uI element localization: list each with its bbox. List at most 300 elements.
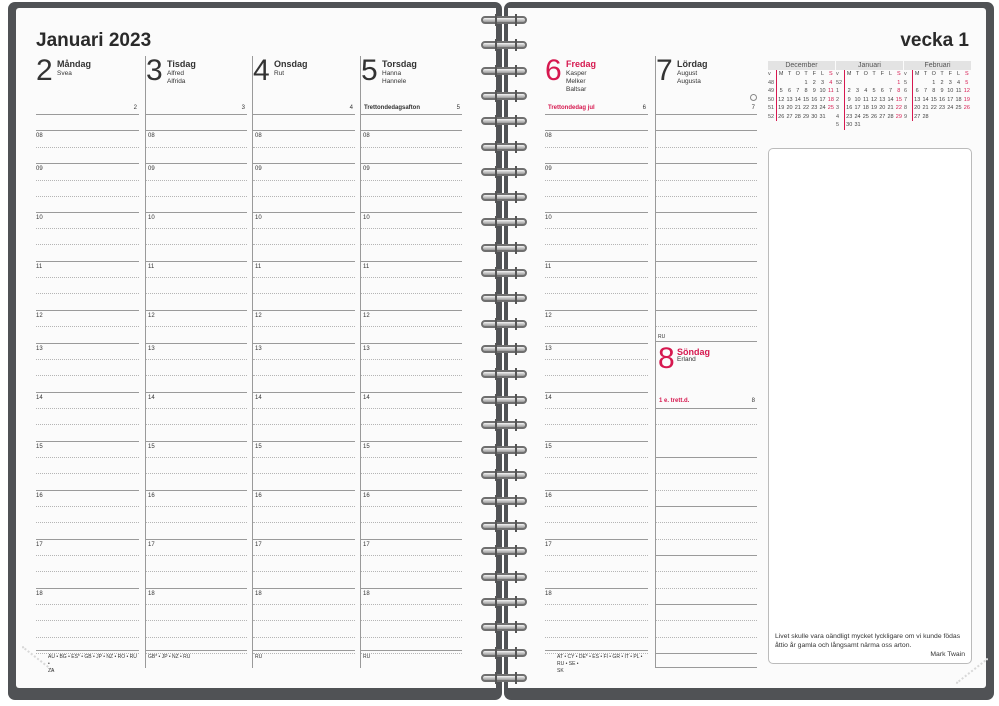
- hour-label: 14: [148, 395, 155, 401]
- hour-line: [36, 212, 139, 213]
- mini-calendar-day: 50: [768, 96, 777, 105]
- hour-line: [361, 539, 462, 540]
- binding-ring: [481, 117, 527, 125]
- day-of-year: 2: [133, 105, 137, 111]
- hour-line: [146, 261, 247, 262]
- name-day: Augusta: [677, 78, 701, 85]
- hour-label: 15: [363, 444, 370, 450]
- hour-line: [545, 588, 648, 589]
- half-hour-line: [253, 277, 355, 278]
- mini-calendar-day: [946, 113, 954, 122]
- binding-ring: [481, 547, 527, 555]
- half-hour-line: [36, 571, 139, 572]
- hour-label: 09: [148, 166, 155, 172]
- name-day-names: [382, 70, 406, 86]
- half-hour-line: [361, 571, 462, 572]
- binding-ring: [481, 674, 527, 682]
- binding-ring: [481, 193, 527, 201]
- mini-calendar-day: 3: [948, 79, 952, 86]
- hour-line: [146, 392, 247, 393]
- half-hour-line: [545, 637, 648, 638]
- half-hour-line: [253, 653, 355, 654]
- hour-line: [253, 261, 355, 262]
- mini-calendar-day: [794, 79, 802, 88]
- mini-calendar-day: [938, 113, 946, 122]
- hour-line: [36, 588, 139, 589]
- half-hour-line: [146, 196, 247, 197]
- half-hour-line: [146, 620, 247, 621]
- hour-line: [36, 130, 139, 131]
- hour-label: 09: [36, 166, 43, 172]
- hour-label: 17: [255, 542, 262, 548]
- day-of-year: 5: [456, 105, 460, 111]
- half-hour-line: [361, 424, 462, 425]
- mini-calendar-day: 8: [897, 88, 901, 95]
- binding-ring: [481, 143, 527, 151]
- mini-calendar-day: 13: [914, 96, 921, 103]
- hour-label: 11: [363, 264, 370, 270]
- weekday-header: T: [940, 71, 944, 78]
- mini-calendar-grid: [904, 70, 971, 121]
- binding-ring: [481, 421, 527, 429]
- mini-calendar-day: 15: [802, 96, 810, 103]
- half-hour-line: [361, 637, 462, 638]
- mini-calendar-day: [921, 79, 929, 88]
- half-hour-line: [36, 228, 139, 229]
- mini-calendar-day: 22: [802, 105, 810, 112]
- half-hour-line: [146, 408, 247, 409]
- sunday-line: [656, 653, 757, 654]
- mini-calendar-day: 20: [786, 105, 793, 112]
- half-hour-line: [253, 457, 355, 458]
- day-header-line: [253, 114, 355, 115]
- day-number: 4: [253, 54, 270, 87]
- hour-label: 12: [255, 313, 262, 319]
- half-hour-line: [545, 326, 648, 327]
- hour-line: [36, 310, 139, 311]
- day-header-line: [36, 114, 139, 115]
- hour-label: 15: [148, 444, 155, 450]
- half-hour-line: [656, 326, 757, 327]
- half-hour-line: [146, 244, 247, 245]
- half-hour-line: [36, 147, 139, 148]
- mini-calendar-day: 4: [957, 79, 961, 86]
- hour-label: 10: [363, 215, 370, 221]
- mini-calendar-day: 18: [827, 96, 834, 103]
- half-hour-line: [253, 326, 355, 327]
- mini-calendar-day: 9: [940, 88, 944, 95]
- country-code-line: GB* • JP • NZ • RU: [148, 654, 191, 660]
- weekday-header: T: [855, 71, 860, 78]
- hour-line: [361, 392, 462, 393]
- hour-line: [253, 310, 355, 311]
- country-holidays: [363, 654, 370, 661]
- mini-calendar-day: 9: [847, 96, 851, 103]
- day-bottom-line: [545, 650, 648, 651]
- hour-line: [361, 441, 462, 442]
- hour-line: [36, 163, 139, 164]
- hour-label: 14: [255, 395, 262, 401]
- hour-line: [361, 212, 462, 213]
- mini-calendar-day: 49: [768, 87, 777, 96]
- half-hour-line: [361, 196, 462, 197]
- hour-line: [545, 261, 648, 262]
- country-code-line: AU • BG • ES* • GB • JP • NZ • RO • RU •: [48, 654, 137, 667]
- mini-calendar-day: 23: [938, 105, 946, 112]
- mini-calendar-day: 7: [924, 88, 928, 95]
- day-of-year: 8: [751, 398, 755, 404]
- half-hour-line: [146, 571, 247, 572]
- mini-calendar-day: [930, 113, 938, 122]
- half-hour-line: [656, 244, 757, 245]
- name-day: Kasper: [566, 70, 587, 77]
- mini-calendar-day: [954, 113, 962, 122]
- weekday-header: S: [897, 71, 901, 78]
- mini-calendar-day: 15: [895, 96, 902, 103]
- day-column[interactable]: [360, 56, 462, 668]
- mini-calendar-day: 13: [786, 96, 793, 103]
- day-column[interactable]: [145, 56, 247, 668]
- half-hour-line: [146, 359, 247, 360]
- mini-calendar-day: 26: [870, 113, 878, 120]
- binding-ring: [481, 168, 527, 176]
- half-hour-line: [361, 277, 462, 278]
- holiday-label: Trettondedagsafton: [364, 105, 421, 111]
- hour-label: 15: [545, 444, 552, 450]
- mini-calendar-day: 2: [812, 79, 816, 86]
- half-hour-line: [656, 293, 757, 294]
- mini-calendar-day: 11: [862, 96, 869, 103]
- mini-calendar-day: 5: [965, 79, 969, 86]
- hour-label: 08: [36, 133, 43, 139]
- mini-calendar-day: 12: [870, 96, 878, 103]
- day-column[interactable]: [252, 56, 355, 668]
- hour-line: [361, 163, 462, 164]
- holiday-label: 1 e. trett.d.: [659, 398, 690, 404]
- half-hour-line: [36, 326, 139, 327]
- hour-label: 12: [36, 313, 43, 319]
- day-of-year: 4: [349, 105, 353, 111]
- hour-line: [146, 588, 247, 589]
- mini-calendar-day: 7: [904, 96, 913, 105]
- country-holidays: [255, 654, 262, 661]
- hour-label: 18: [148, 591, 155, 597]
- mini-calendar-day: 23: [811, 105, 818, 112]
- hour-line: [545, 130, 648, 131]
- half-hour-line: [545, 620, 648, 621]
- half-hour-line: [361, 653, 462, 654]
- hour-line: [36, 261, 139, 262]
- half-hour-line: [545, 506, 648, 507]
- mini-calendar-day: 28: [922, 113, 929, 120]
- half-hour-line: [253, 359, 355, 360]
- day-column[interactable]: [36, 54, 139, 674]
- hour-line: [146, 343, 247, 344]
- hour-line: [545, 310, 648, 311]
- hour-line: [253, 212, 355, 213]
- sunday-line: [656, 408, 757, 409]
- mini-calendar-day: [777, 79, 786, 88]
- name-day: August: [677, 70, 698, 77]
- mini-calendar-day: 6: [904, 87, 913, 96]
- weekday-header: M: [914, 71, 920, 78]
- mini-calendar-day: 8: [904, 104, 913, 113]
- hour-line: [146, 212, 247, 213]
- hour-line: [361, 490, 462, 491]
- mini-calendar-day: 7: [796, 88, 800, 95]
- hour-line: [253, 163, 355, 164]
- hour-line: [36, 441, 139, 442]
- day-bottom-line: [253, 650, 355, 651]
- name-day: Hanna: [382, 70, 402, 77]
- mini-calendar-day: [886, 121, 894, 130]
- day-bottom-line: [656, 667, 757, 668]
- weekday-header: v: [904, 70, 913, 79]
- mini-calendar-day: 14: [794, 96, 801, 103]
- day-header-line: [146, 114, 247, 115]
- country-holidays: RU: [658, 334, 666, 340]
- mini-calendar-day: 16: [846, 105, 853, 112]
- half-hour-line: [36, 180, 139, 181]
- hour-label: 10: [36, 215, 43, 221]
- hour-label: 08: [545, 133, 552, 139]
- weekday-header: T: [804, 71, 808, 78]
- half-hour-line: [36, 620, 139, 621]
- hour-label: 09: [255, 166, 262, 172]
- half-hour-line: [656, 277, 757, 278]
- day-number: 6: [545, 54, 562, 87]
- half-hour-line: [36, 196, 139, 197]
- half-hour-line: [545, 228, 648, 229]
- weekday-header: F: [880, 71, 884, 78]
- half-hour-line: [361, 604, 462, 605]
- half-hour-line: [36, 359, 139, 360]
- half-hour-line: [36, 293, 139, 294]
- name-day-names: [167, 70, 185, 86]
- half-hour-line: [656, 180, 757, 181]
- half-hour-line: [253, 473, 355, 474]
- day-column[interactable]: [545, 54, 648, 674]
- hour-label: 11: [255, 264, 262, 270]
- half-hour-line: [146, 424, 247, 425]
- name-day-names: [566, 70, 587, 94]
- mini-calendar-day: 29: [895, 113, 902, 120]
- moon-phase-icon: [750, 94, 757, 101]
- mini-calendar-day: 5: [872, 88, 876, 95]
- weekday-header: F: [948, 71, 952, 78]
- country-holidays: [148, 654, 190, 661]
- half-hour-line: [545, 408, 648, 409]
- day-bottom-line: [361, 650, 462, 651]
- binding-ring: [481, 623, 527, 631]
- mini-calendar-day: [886, 79, 894, 88]
- mini-calendar-day: [913, 79, 922, 88]
- half-hour-line: [146, 473, 247, 474]
- half-hour-line: [545, 375, 648, 376]
- mini-calendar-day: 26: [778, 113, 785, 120]
- half-hour-line: [361, 457, 462, 458]
- hour-line: [361, 310, 462, 311]
- hour-label: 12: [148, 313, 155, 319]
- hour-line: [253, 343, 355, 344]
- hour-line: [545, 212, 648, 213]
- day-header-line: [361, 114, 462, 115]
- name-day: Erland: [677, 356, 696, 363]
- mini-calendar-day: 11: [827, 88, 834, 95]
- mini-calendar-day: 27: [879, 113, 886, 120]
- mini-calendar-grid: [768, 70, 835, 121]
- day-number: 3: [146, 54, 163, 87]
- day-header-line: [656, 114, 757, 115]
- half-hour-line: [361, 228, 462, 229]
- mini-calendar-day: 14: [922, 96, 929, 103]
- hour-label: 17: [36, 542, 43, 548]
- half-hour-line: [361, 293, 462, 294]
- half-hour-line: [36, 604, 139, 605]
- half-hour-line: [36, 244, 139, 245]
- hour-label: 08: [255, 133, 262, 139]
- hour-label: 16: [255, 493, 262, 499]
- mini-calendar-day: 31: [819, 113, 826, 120]
- hour-line: [253, 490, 355, 491]
- hour-label: 09: [545, 166, 552, 172]
- notes-panel[interactable]: [768, 148, 972, 664]
- hour-line: [361, 343, 462, 344]
- half-hour-line: [146, 375, 247, 376]
- half-hour-line: [545, 196, 648, 197]
- mini-calendar-day: 18: [955, 96, 962, 103]
- mini-calendar-januari: [836, 61, 903, 130]
- mini-calendar-day: 28: [887, 113, 894, 120]
- mini-calendar-day: 12: [778, 96, 785, 103]
- hour-line: [361, 130, 462, 131]
- hour-label: 13: [545, 346, 552, 352]
- day-number: 2: [36, 54, 53, 87]
- day-name: Fredag: [566, 59, 597, 69]
- half-hour-line: [253, 180, 355, 181]
- day-column[interactable]: [655, 56, 757, 668]
- mini-calendar-day: [870, 121, 878, 130]
- mini-calendar-day: [870, 79, 878, 88]
- mini-calendar-day: 10: [854, 96, 861, 103]
- hour-line: [36, 343, 139, 344]
- weekday-header: O: [795, 71, 800, 78]
- binding-ring: [481, 92, 527, 100]
- hour-line: [656, 130, 757, 131]
- mini-calendar-month: Februari: [904, 61, 971, 70]
- binding-ring: [481, 41, 527, 49]
- mini-calendar-day: 4: [836, 113, 845, 122]
- mini-calendar-day: 22: [895, 105, 902, 112]
- half-hour-line: [36, 506, 139, 507]
- name-day-names: [57, 70, 72, 78]
- hour-label: 16: [363, 493, 370, 499]
- mini-calendar-day: 24: [947, 105, 954, 112]
- mini-calendar-day: 17: [854, 105, 861, 112]
- mini-calendar-day: 3: [856, 88, 860, 95]
- day-header-line: [545, 114, 648, 115]
- mini-calendar-day: 1: [804, 79, 808, 86]
- mini-calendar-day: 1: [932, 79, 936, 86]
- weekday-header: M: [778, 71, 784, 78]
- country-code-line: SK: [557, 668, 564, 674]
- half-hour-line: [146, 277, 247, 278]
- mini-calendar-day: 21: [794, 105, 801, 112]
- binding-ring: [481, 649, 527, 657]
- mini-calendar-day: 5: [836, 121, 845, 130]
- hour-label: 14: [545, 395, 552, 401]
- binding-ring: [481, 269, 527, 277]
- day-of-year: 7: [751, 105, 755, 111]
- half-hour-line: [545, 457, 648, 458]
- hour-line: [146, 539, 247, 540]
- half-hour-line: [146, 506, 247, 507]
- hour-label: 14: [36, 395, 43, 401]
- hour-label: 18: [363, 591, 370, 597]
- country-code-line: AT • CY • DE* • ES • FI • GR • IT • PL • RU • SE •: [557, 654, 643, 667]
- half-hour-line: [545, 147, 648, 148]
- hour-line: [253, 441, 355, 442]
- half-hour-line: [545, 604, 648, 605]
- mini-calendar-december: [768, 61, 835, 121]
- half-hour-line: [545, 293, 648, 294]
- hour-line: [545, 163, 648, 164]
- half-hour-line: [36, 522, 139, 523]
- hour-label: 10: [255, 215, 262, 221]
- hour-line: [545, 343, 648, 344]
- day-name: Måndag: [57, 59, 92, 69]
- binding-ring: [481, 396, 527, 404]
- quote-text: Livet skulle vara oändligt mycket lyckligare om vi kunde födas åttio år gamla och långsamt närma oss arton.: [775, 633, 961, 649]
- half-hour-line: [361, 375, 462, 376]
- half-hour-line: [253, 637, 355, 638]
- mini-calendar-day: 9: [904, 113, 913, 122]
- weekday-header: T: [872, 71, 876, 78]
- half-hour-line: [361, 620, 462, 621]
- country-holidays: [557, 654, 648, 675]
- country-code-line: RU: [255, 654, 263, 660]
- hour-label: 18: [255, 591, 262, 597]
- binding-ring: [481, 345, 527, 353]
- mini-calendar-day: 27: [914, 113, 921, 120]
- day-of-year: 3: [241, 105, 245, 111]
- hour-line: [253, 130, 355, 131]
- mini-calendar-day: 2: [940, 79, 944, 86]
- binding-ring: [481, 598, 527, 606]
- sunday-line: [656, 457, 757, 458]
- mini-calendar-day: [785, 79, 793, 88]
- name-day: Melker: [566, 78, 586, 85]
- half-hour-line: [146, 637, 247, 638]
- country-holidays: [48, 654, 139, 675]
- half-hour-line: [146, 147, 247, 148]
- hour-label: 18: [545, 591, 552, 597]
- mini-calendar-day: 1: [836, 87, 845, 96]
- sunday-line: [656, 490, 757, 491]
- hour-label: 17: [148, 542, 155, 548]
- hour-line: [146, 310, 247, 311]
- mini-calendar-day: 25: [955, 105, 962, 112]
- day-number: 8: [658, 342, 675, 375]
- mini-calendar-day: 5: [904, 79, 913, 88]
- mini-calendar-day: 30: [846, 122, 853, 129]
- half-hour-line: [146, 457, 247, 458]
- half-hour-line: [361, 408, 462, 409]
- weekday-header: O: [931, 71, 936, 78]
- day-bottom-line: [146, 650, 247, 651]
- hour-line: [146, 130, 247, 131]
- name-day-names: [274, 70, 284, 78]
